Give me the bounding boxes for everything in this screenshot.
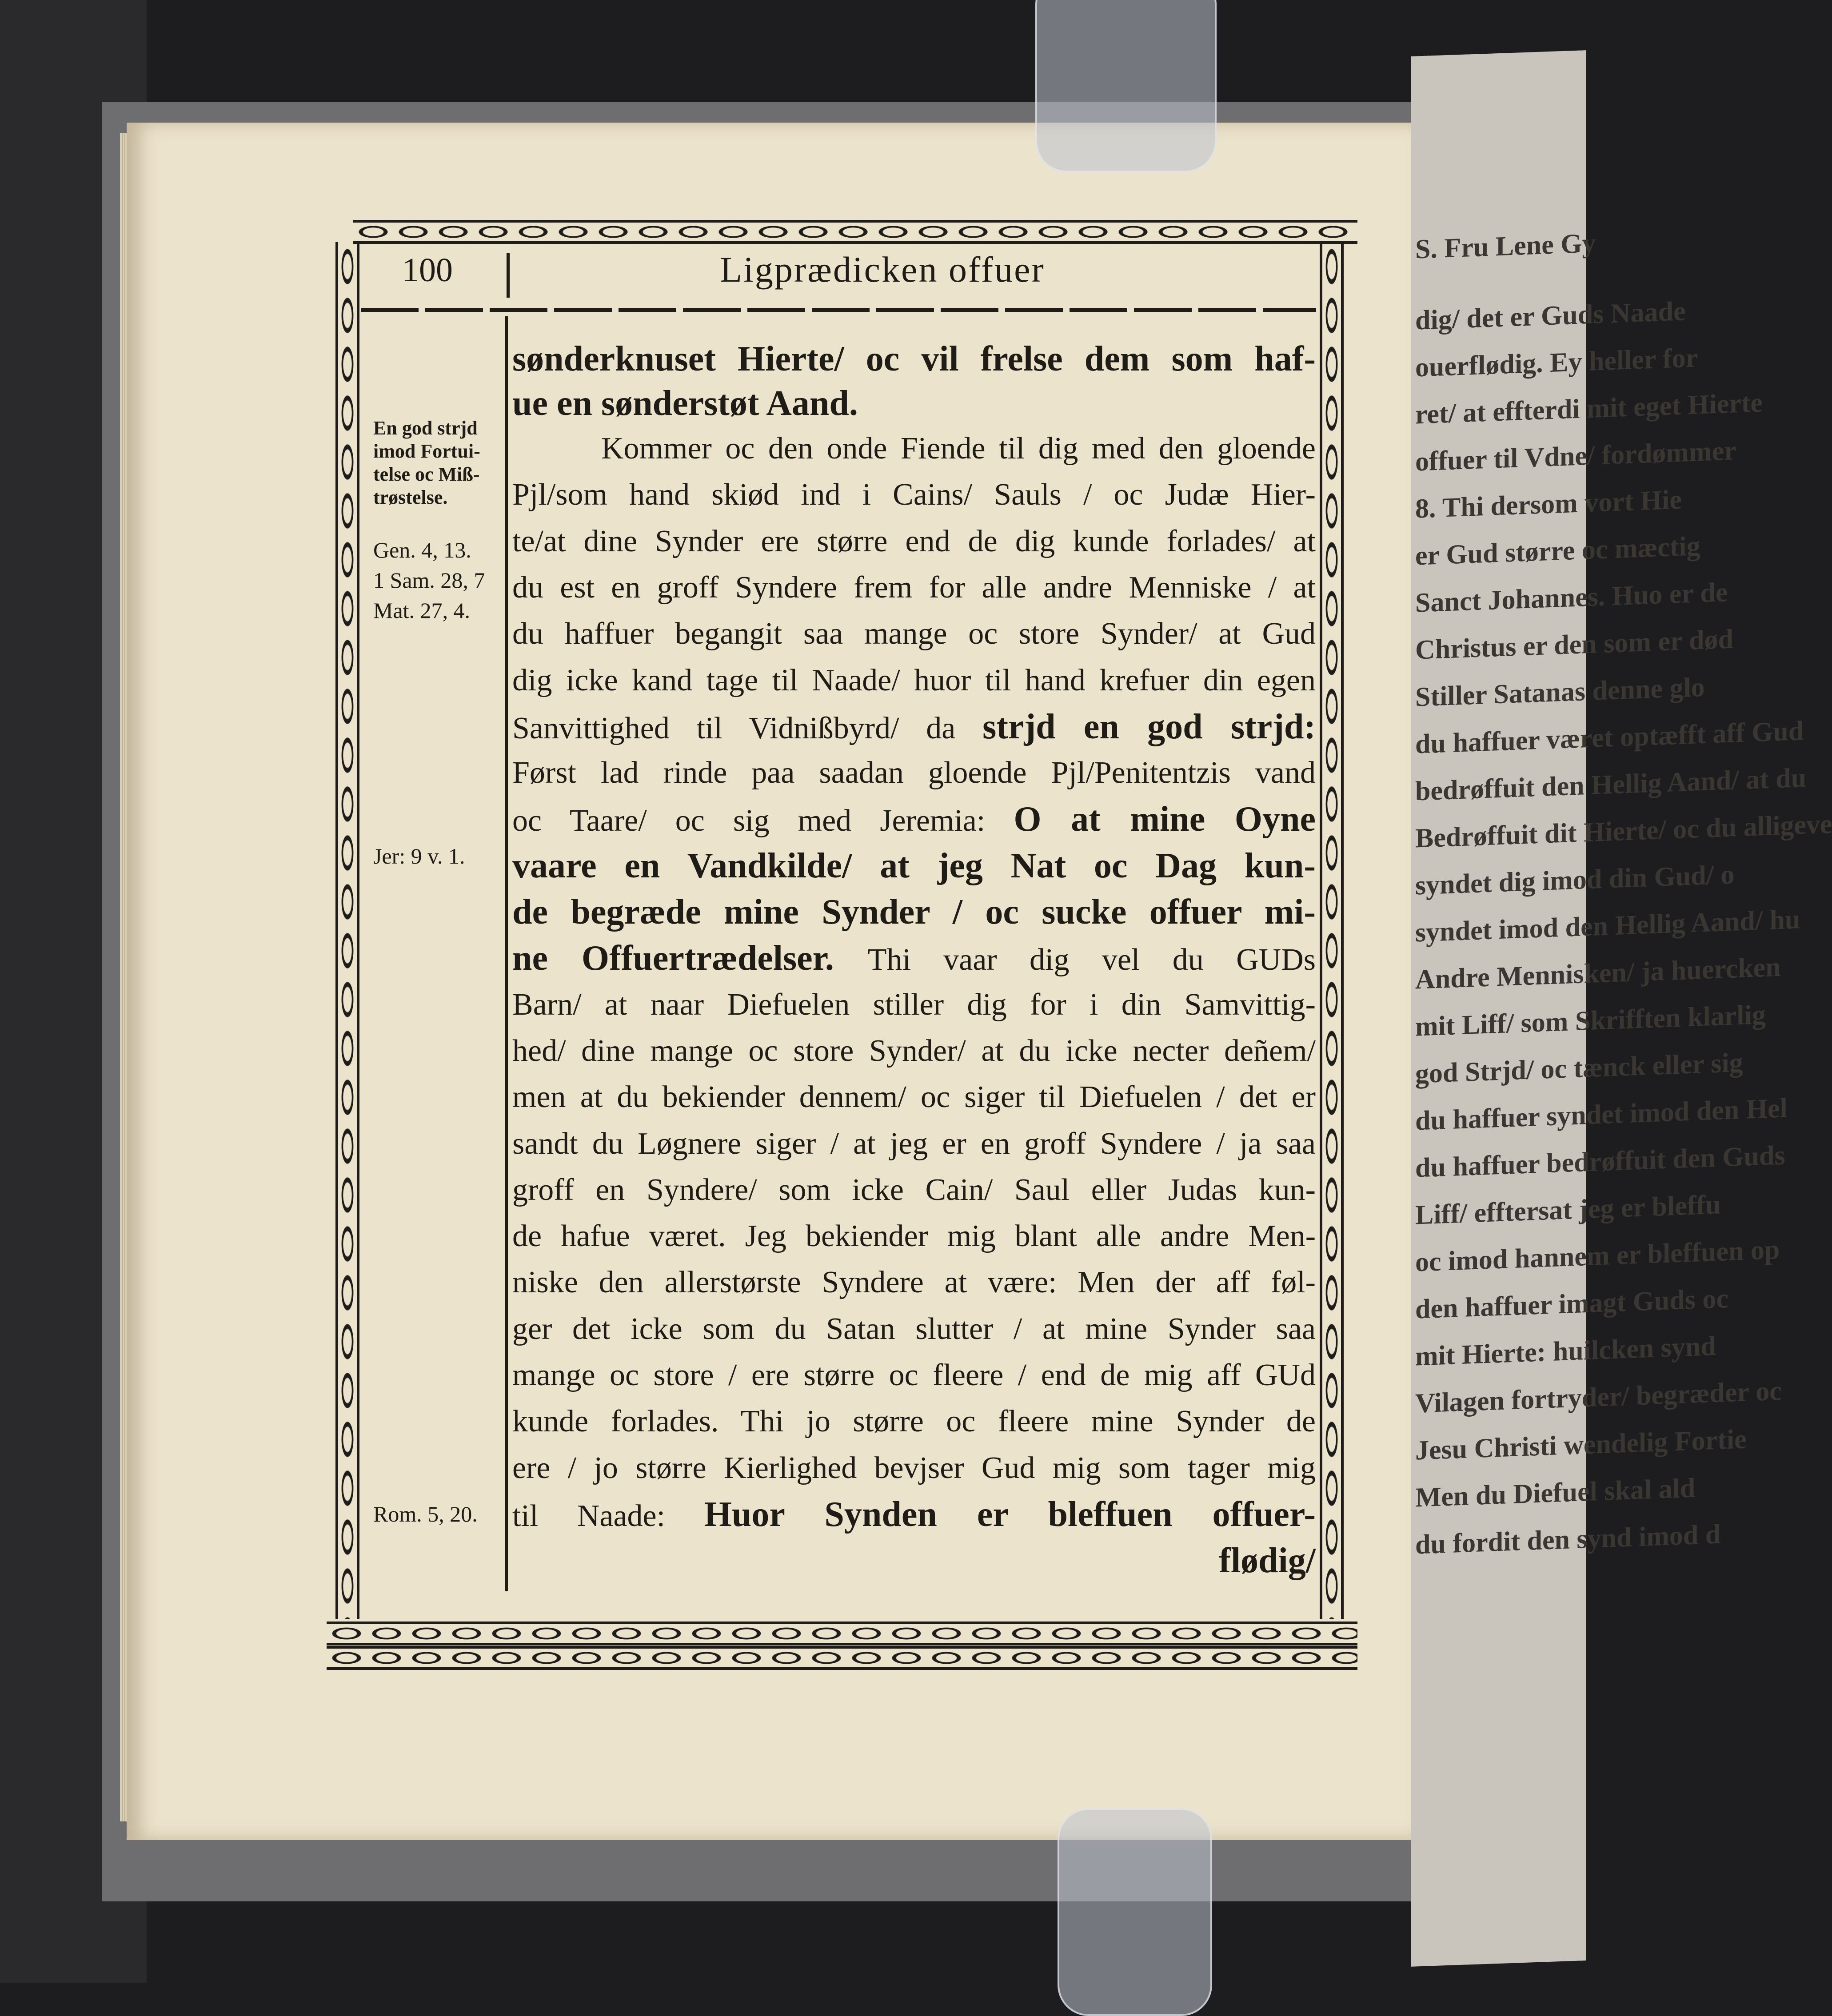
text-segment: men at du bekiender dennem/ oc siger til Diefuelen / det er [512,1080,1316,1115]
text-line [512,565,1316,611]
text-line [512,426,1316,472]
text-segment: niske den allerstørste Syndere at være: Men der aff føl- [512,1265,1316,1300]
emphasis-text: de begræde mine Synder / oc sucke offuer mi- [512,892,1316,932]
margin-note-line: Gen. 4, 13. [373,538,471,563]
text-segment: groff en Syndere/ som icke Cain/ Saul eller Judas kun- [512,1172,1316,1207]
text-line [512,935,1316,981]
margin-note [373,417,480,509]
facing-page-line: dig/ det er Guds Naade [1415,296,1686,336]
facing-page-line: Christus er den som er død [1415,624,1733,665]
margin-note-line: trøstelse. [373,486,448,509]
running-title: Ligprædicken offuer [720,249,1045,290]
facing-page-line: du haffuer været optæfft aff Gud [1415,716,1804,760]
page-clip-top [1035,0,1217,172]
facing-page-line: mit Liff/ som Skrifften klarlig [1415,1000,1766,1042]
margin-note-line: En god strjd [373,417,478,439]
text-segment: Kommer oc den onde Fiende til dig med den gloende [601,431,1316,466]
emphasis-text: flødig/ [1219,1541,1316,1581]
text-line [512,1445,1316,1491]
facing-page-line: du haffuer syndet imod den Hel [1415,1093,1788,1136]
margin-note-line: Rom. 5, 20. [373,1501,478,1526]
margin-note-line: Jer: 9 v. 1. [373,843,465,869]
text-line [512,1259,1316,1306]
emphasis-text: vaare en Vandkilde/ at jeg Nat oc Dag kun- [512,846,1316,885]
margin-note [373,598,470,623]
ornamental-border-right [1320,242,1344,1619]
text-line [512,750,1316,796]
facing-page-line: Liff/ efftersat jeg er bleffu [1415,1189,1721,1231]
facing-page-line: du fordit den synd imod d [1415,1519,1721,1560]
text-line [512,982,1316,1028]
text-line [512,1121,1316,1167]
text-line [512,1491,1316,1538]
emphasis-text: sønderknuset Hierte/ oc vil frelse dem som haf- [512,339,1316,378]
header-divider [507,253,510,298]
facing-page-line: Men du Diefuel skal ald [1415,1473,1696,1513]
text-segment: du est en groff Syndere frem for alle andre Menniske / at [512,570,1316,605]
text-line [512,657,1316,704]
ornamental-border-bottom [327,1622,1357,1645]
ornamental-border-top [353,220,1357,244]
text-segment: dig icke kand tage til Naade/ huor til hand krefuer din egen [512,663,1316,697]
text-line [512,380,1316,426]
text-segment: de hafue været. Jeg bekiender mig blant alle andre Men- [512,1219,1316,1254]
facing-page-line: bedrøffuit den Hellig Aand/ at du [1415,762,1807,807]
text-segment: mange oc store / ere større oc fleere / end de mig aff GUd [512,1358,1316,1392]
text-segment: Thi vaar dig vel du GUDs [867,943,1316,977]
facing-page-line: ret/ at effterdi mit eget Hierte [1415,387,1763,430]
text-segment: te/at dine Synder ere større end de dig kunde forlades/ at [512,524,1316,558]
margin-note-line: imod Fortui- [373,440,480,462]
facing-page-line: Sanct Johannes. Huo er de [1415,577,1728,618]
text-line [512,611,1316,657]
text-line [512,1167,1316,1213]
margin-rule [505,316,508,1591]
text-segment: Sanvittighed til Vidnißbyrd/ da [512,711,983,745]
text-segment: hed/ dine mange oc store Synder/ at du icke necter deñem/ [512,1033,1316,1068]
facing-page-line: god Strjd/ oc tænck eller sig [1415,1047,1743,1089]
facing-page-line: 8. Thi dersom vort Hie [1415,484,1682,524]
text-line [512,796,1316,842]
facing-page-line: Vilagen fortryder/ begræder oc [1415,1375,1782,1419]
text-segment: ger det icke som du Satan slutter / at mine Synder saa [512,1311,1316,1346]
text-line [512,1074,1316,1120]
text-line [512,336,1316,382]
facing-page [1411,50,1832,1967]
facing-page-line: Bedrøffuit dit Hierte/ oc du alligeve [1415,809,1832,854]
margin-note-line: Mat. 27, 4. [373,598,471,623]
text-line [512,889,1316,935]
margin-note [373,1501,478,1527]
facing-page-line: Jesu Christi wendelig Fortie [1415,1424,1747,1466]
text-line [512,843,1316,889]
emphasis-text: O at mine Oyne [1014,800,1316,839]
facing-page-line: mit Hierte: huilcken synd [1415,1331,1716,1372]
text-line [512,472,1316,518]
text-segment: til Naade: [512,1498,704,1533]
text-segment: Pjl/som hand skiød ind i Cains/ Sauls / oc Judæ Hier- [512,478,1316,512]
emphasis-text: Huor Synden er bleffuen offuer- [704,1494,1316,1534]
text-segment: ere / jo større Kierlighed bevjser Gud mig som tager mig [512,1450,1316,1485]
text-segment: Barn/ at naar Diefuelen stiller dig for i din Samvittig- [512,987,1316,1022]
text-line [512,1213,1316,1259]
text-line [512,1538,1316,1584]
margin-note [373,537,471,563]
margin-note [373,567,485,593]
margin-note [373,843,465,869]
facing-page-line: er Gud større oc mæctig [1415,531,1700,571]
text-line [512,1398,1316,1445]
facing-page-line: du haffuer bedrøffuit den Guds [1415,1140,1785,1183]
text-segment: oc Taare/ oc sig med Jeremia: [512,804,1014,838]
facing-page-line: ouerflødig. Ey heller for [1415,343,1698,383]
text-line [512,704,1316,750]
page-clip-bottom [1058,1808,1212,2016]
margin-note-line: telse oc Miß- [373,463,480,486]
emphasis-text: ne Offuertrædelser. [512,939,868,978]
text-line [512,1352,1316,1398]
facing-page-line: oc imod hannem er bleffuen op [1415,1234,1780,1278]
text-line [512,518,1316,565]
facing-page-line: Andre Mennisken/ ja huercken [1415,952,1781,995]
text-line [512,1028,1316,1074]
ornamental-border-left [335,242,359,1619]
emphasis-text: strjd en god strjd: [982,707,1316,746]
facing-page-line: den haffuer imagt Guds oc [1415,1283,1729,1325]
facing-page-line: Stiller Satanas denne glo [1415,672,1705,713]
header-rule [361,308,1316,312]
facing-page-line: offuer til Vdne/ fordømmer [1415,435,1736,477]
text-line [512,1306,1316,1352]
text-segment: sandt du Løgnere siger / at jeg er en groff Syndere / ja saa [512,1126,1316,1161]
page-number: 100 [402,251,453,289]
margin-note-line: 1 Sam. 28, 7 [373,568,485,593]
emphasis-text: ue en sønderstøt Aand. [512,384,858,423]
facing-page-line: syndet imod den Hellig Aand/ hu [1415,904,1800,948]
text-segment: Først lad rinde paa saadan gloende Pjl/Penitentzis vand [512,756,1316,790]
ornamental-border-bottom-2 [327,1646,1357,1670]
text-segment: du haffuer begangit saa mange oc store Synder/ at Gud [512,617,1316,651]
facing-page-line: S. Fru Lene Gy [1415,228,1596,265]
facing-page-line: syndet dig imod din Gud/ o [1415,859,1735,901]
text-segment: kunde forlades. Thi jo større oc fleere mine Synder de [512,1404,1316,1439]
